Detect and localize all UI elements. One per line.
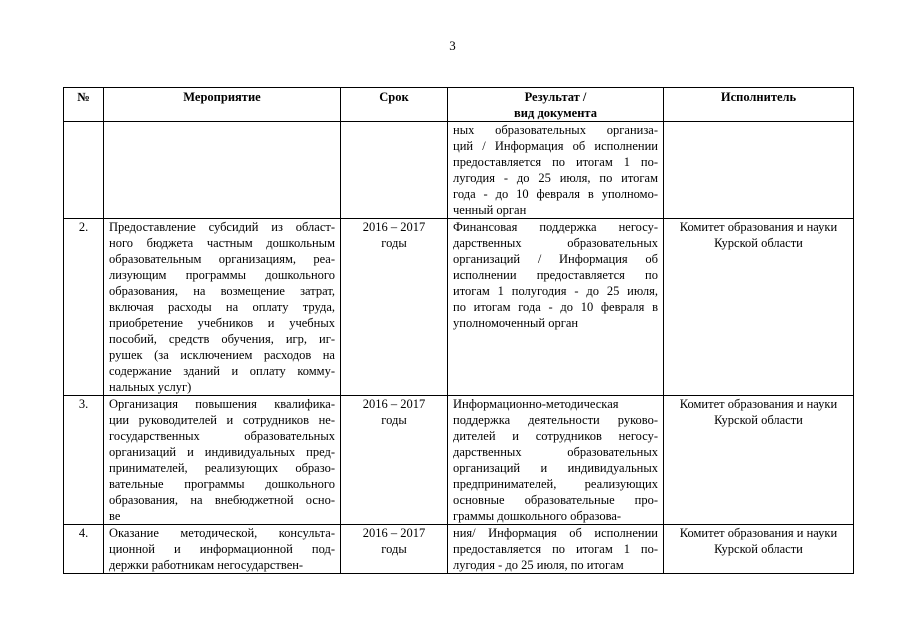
cell-result-line: организаций и индивидуальных: [453, 461, 658, 475]
cell-result-line: поддержка деятельности руково-: [453, 413, 658, 427]
cell-activity-line: нальных услуг): [109, 380, 192, 394]
cell-term: [341, 525, 448, 574]
cell-result-line: лугодия - до 25 июля, по итогам: [453, 171, 658, 185]
cell-activity-line: образовательным организациям, реа-: [109, 252, 335, 266]
cell-executor-line: Комитет образования и науки: [679, 526, 838, 540]
header-executor: Исполнитель: [664, 88, 854, 122]
cell-result: [448, 219, 664, 396]
cell-activity: [104, 396, 341, 525]
header-result-line1: Результат /: [524, 90, 587, 104]
header-num: №: [64, 88, 104, 122]
cell-result-line: дарственных образовательных: [453, 445, 658, 459]
cell-result-line: организаций / Информация об: [453, 252, 658, 266]
cell-executor-line: Комитет образования и науки: [679, 220, 838, 234]
header-result-line2: вид документа: [514, 106, 597, 120]
header-activity: Мероприятие: [104, 88, 341, 122]
cell-activity-line: принимателей, реализующих образо-: [109, 461, 335, 475]
cell-activity-line: ции руководителей и сотрудников не-: [109, 413, 335, 427]
cell-result-line: ченный орган: [453, 203, 527, 217]
cell-activity-line: Организация повышения квалифика-: [109, 397, 335, 411]
cell-term: [341, 219, 448, 396]
cell-activity-line: ного бюджета частным дошкольным: [109, 236, 335, 250]
cell-executor: [664, 122, 854, 219]
table-header-row: [64, 88, 854, 122]
cell-activity-line: Оказание методической, консульта-: [109, 526, 335, 540]
cell-executor: [664, 219, 854, 396]
cell-activity-line: ве: [109, 509, 121, 523]
cell-num: 2.: [64, 219, 104, 396]
cell-result-line: дителей и сотрудников негосу-: [453, 429, 658, 443]
table-row: [64, 396, 854, 525]
cell-activity-line: государственных образовательных: [109, 429, 335, 443]
cell-result: [448, 122, 664, 219]
cell-activity-line: приобретение учебников и учебных: [109, 316, 335, 330]
cell-executor-line: Курской области: [714, 413, 803, 427]
table-row: [64, 525, 854, 574]
cell-result-line: предоставляется по итогам 1 по-: [453, 542, 658, 556]
cell-result-line: предпринимателей, реализующих: [453, 477, 658, 491]
cell-result-line: по итогам года - до 10 февраля в: [453, 300, 658, 314]
cell-result-line: ций / Информация об исполнении: [453, 139, 658, 153]
cell-result: [448, 525, 664, 574]
cell-result-line: итогам 1 полугодия - до 25 июля,: [453, 284, 658, 298]
cell-term: [341, 122, 448, 219]
cell-executor: [664, 396, 854, 525]
cell-activity-line: лизующим программы дошкольного: [109, 268, 335, 282]
cell-term-line: годы: [381, 542, 407, 556]
cell-result-line: года - до 10 февраля в уполномо-: [453, 187, 658, 201]
header-term: Срок: [341, 88, 448, 122]
cell-result-line: основные образовательные про-: [453, 493, 658, 507]
cell-result: [448, 396, 664, 525]
cell-term: [341, 396, 448, 525]
cell-term-line: годы: [381, 236, 407, 250]
cell-term-line: годы: [381, 413, 407, 427]
cell-term-line: 2016 – 2017: [362, 397, 426, 411]
cell-result-line: ных образовательных организа-: [453, 123, 658, 137]
table-row: [64, 122, 854, 219]
cell-num: [64, 122, 104, 219]
cell-activity: [104, 122, 341, 219]
cell-activity: [104, 219, 341, 396]
cell-activity-line: пособий, средств обучения, игр, иг-: [109, 332, 335, 346]
cell-activity: [104, 525, 341, 574]
cell-result-line: исполнении предоставляется по: [453, 268, 658, 282]
cell-result-line: уполномоченный орган: [453, 316, 579, 330]
cell-activity-line: организаций и индивидуальных пред-: [109, 445, 335, 459]
cell-activity-line: держки работникам негосударствен-: [109, 558, 304, 572]
cell-result-line: Финансовая поддержка негосу-: [453, 220, 658, 234]
cell-activity-line: рушек (за исключением расходов на: [109, 348, 335, 362]
cell-num: 3.: [64, 396, 104, 525]
cell-result-line: ния/ Информация об исполнении: [453, 526, 658, 540]
cell-result-line: дарственных образовательных: [453, 236, 658, 250]
cell-executor-line: Курской области: [714, 542, 803, 556]
cell-num: 4.: [64, 525, 104, 574]
cell-activity-line: Предоставление субсидий из област-: [109, 220, 335, 234]
cell-activity-line: образования, на внебюджетной осно-: [109, 493, 335, 507]
cell-result-line: Информационно-методическая: [453, 397, 619, 411]
cell-activity-line: образования, на возмещение затрат,: [109, 284, 335, 298]
cell-executor: [664, 525, 854, 574]
cell-term-line: 2016 – 2017: [362, 220, 426, 234]
cell-result-line: лугодия - до 25 июля, по итогам: [453, 558, 624, 572]
cell-result-line: предоставляется по итогам 1 по-: [453, 155, 658, 169]
cell-activity-line: включая расходы на оплату труда,: [109, 300, 335, 314]
cell-executor-line: Курской области: [714, 236, 803, 250]
header-result: [448, 88, 664, 122]
cell-activity-line: вательные программы дошкольного: [109, 477, 335, 491]
table-row: [64, 219, 854, 396]
cell-activity-line: содержание зданий и оплату комму-: [109, 364, 335, 378]
cell-result-line: граммы дошкольного образова-: [453, 509, 622, 523]
cell-executor-line: Комитет образования и науки: [679, 397, 838, 411]
cell-activity-line: ционной и информационной под-: [109, 542, 335, 556]
activities-table: [63, 87, 854, 574]
cell-term-line: 2016 – 2017: [362, 526, 426, 540]
page-number: 3: [449, 38, 456, 53]
